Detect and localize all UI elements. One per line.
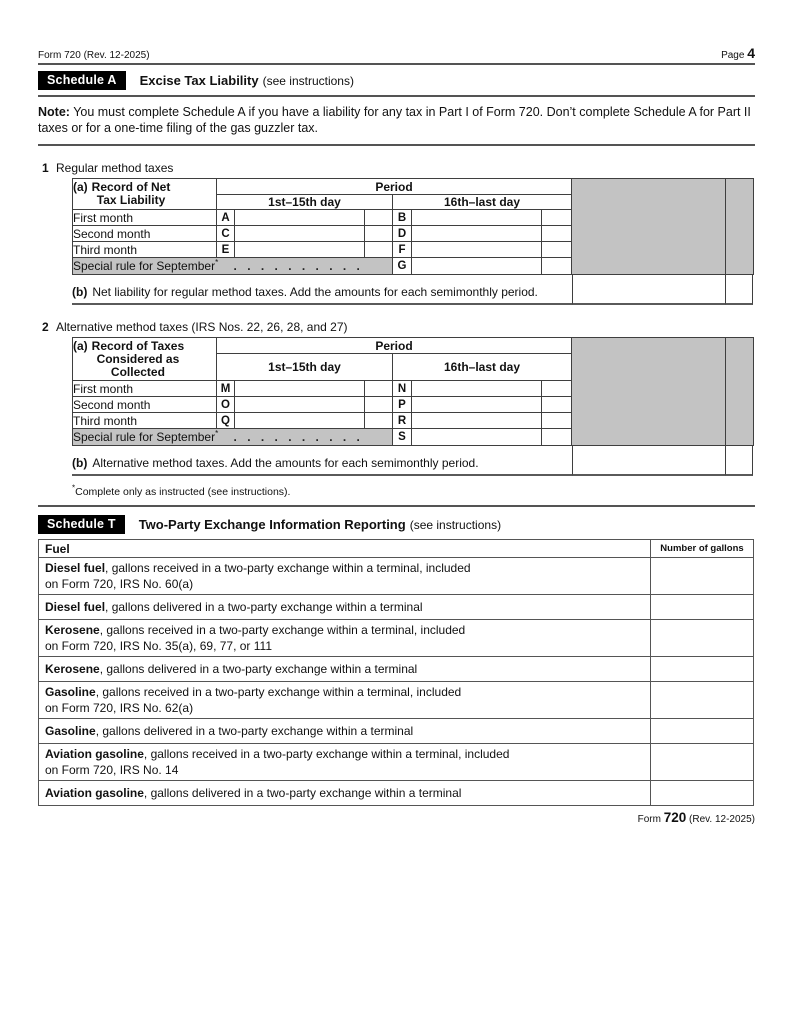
- table-row: [39, 682, 754, 719]
- entry-letter: R: [393, 413, 412, 429]
- september-rule-label: [73, 429, 393, 446]
- footnote-text: Complete only as instructed (see instructions).: [75, 486, 291, 498]
- table-row: [39, 595, 754, 620]
- fuel-name: Kerosene: [45, 623, 100, 637]
- row-label: First month: [73, 381, 217, 397]
- schedule-t-see-instructions: (see instructions): [409, 517, 502, 532]
- cents-entry-cell[interactable]: [365, 210, 393, 226]
- regular-method-table: [72, 178, 754, 275]
- header-line-2: Considered as: [96, 351, 180, 366]
- amount-entry-cell[interactable]: [235, 397, 365, 413]
- line-1-title: Regular method taxes: [56, 161, 174, 175]
- entry-letter: Q: [217, 413, 235, 429]
- alternative-taxes-amount-box[interactable]: [572, 446, 725, 476]
- row-label: Second month: [73, 397, 217, 413]
- period-header: Period: [217, 338, 572, 354]
- row-label: First month: [73, 210, 217, 226]
- gallons-entry-cell[interactable]: [651, 682, 754, 719]
- amount-entry-cell[interactable]: [412, 381, 542, 397]
- page-header: [38, 0, 755, 65]
- schedule-a-see-instructions: (see instructions): [262, 73, 354, 88]
- shaded-area: [572, 338, 726, 446]
- fuel-name: Kerosene: [45, 662, 100, 676]
- fuel-text-line2: on Form 720, IRS No. 62(a): [45, 701, 194, 715]
- amount-entry-cell[interactable]: [412, 429, 542, 446]
- september-text: Special rule for September: [73, 430, 216, 444]
- footnote-marker: *: [215, 258, 219, 267]
- row-label: Third month: [73, 413, 217, 429]
- fuel-text: , gallons delivered in a two-party exchange within a terminal: [143, 786, 462, 800]
- amount-entry-cell[interactable]: [412, 397, 542, 413]
- second-semimonthly-header: 16th–last day: [393, 195, 572, 210]
- gallons-entry-cell[interactable]: [651, 744, 754, 781]
- fuel-text: , gallons received in a two-party exchange within a terminal, included: [105, 561, 471, 575]
- entry-letter: D: [393, 226, 412, 242]
- cents-entry-cell[interactable]: [365, 381, 393, 397]
- schedule-a-note: [38, 104, 755, 146]
- fuel-name: Aviation gasoline: [45, 786, 144, 800]
- entry-letter: S: [393, 429, 412, 446]
- cents-entry-cell[interactable]: [542, 381, 572, 397]
- col-a-prefix: (a): [73, 338, 88, 353]
- gallons-entry-cell[interactable]: [651, 558, 754, 595]
- amount-entry-cell[interactable]: [412, 258, 542, 275]
- asterisk-footnote: [72, 483, 755, 498]
- cents-entry-cell[interactable]: [542, 413, 572, 429]
- gallons-column-header: Number of gallons: [651, 540, 754, 558]
- fuel-name: Gasoline: [45, 724, 96, 738]
- entry-letter: A: [217, 210, 235, 226]
- gallons-entry-cell[interactable]: [651, 620, 754, 657]
- fuel-column-header: Fuel: [39, 540, 651, 558]
- row-label: Third month: [73, 242, 217, 258]
- line-1-regular-method-taxes: [38, 161, 755, 175]
- gallons-entry-cell[interactable]: [651, 719, 754, 744]
- entry-letter: F: [393, 242, 412, 258]
- table-row: [39, 657, 754, 682]
- cents-entry-cell[interactable]: [542, 210, 572, 226]
- table-row: [39, 719, 754, 744]
- fuel-description: [39, 620, 651, 657]
- line-2b-description: Alternative method taxes. Add the amounts for each semimonthly period.: [92, 456, 479, 470]
- amount-entry-cell[interactable]: [235, 210, 365, 226]
- cents-entry-cell[interactable]: [542, 242, 572, 258]
- page-footer: [38, 810, 755, 825]
- table-row: [39, 744, 754, 781]
- record-of-net-tax-liability-header: [73, 179, 217, 210]
- fuel-description: [39, 719, 651, 744]
- fuel-text-line2: on Form 720, IRS No. 60(a): [45, 577, 194, 591]
- net-liability-amount-box[interactable]: [572, 275, 725, 305]
- line-1b-prefix: (b): [72, 285, 88, 299]
- amount-entry-cell[interactable]: [235, 242, 365, 258]
- note-text: You must complete Schedule A if you have a liability for any tax in Part I of Form 720. Don’t complete Schedule A for Part II taxes or for a one-time filing of the gas guzzler tax.: [38, 105, 751, 135]
- september-text: Special rule for September: [73, 259, 216, 273]
- fuel-text: , gallons delivered in a two-party exchange within a terminal: [99, 662, 418, 676]
- line-1-number: 1: [42, 161, 49, 175]
- september-rule-label: [73, 258, 393, 275]
- cents-entry-cell[interactable]: [542, 397, 572, 413]
- shaded-area: [572, 179, 726, 275]
- amount-entry-cell[interactable]: [235, 381, 365, 397]
- schedule-a-badge: Schedule A: [38, 71, 126, 90]
- alternative-method-table: [72, 337, 754, 446]
- dot-leader: . . . . . . . . . .: [233, 259, 360, 273]
- line-1b-text: [72, 275, 572, 305]
- second-semimonthly-header: 16th–last day: [393, 354, 572, 381]
- gallons-entry-cell[interactable]: [651, 657, 754, 682]
- cents-entry-cell[interactable]: [542, 258, 572, 275]
- first-semimonthly-header: 1st–15th day: [217, 195, 393, 210]
- amount-entry-cell[interactable]: [235, 226, 365, 242]
- amount-entry-cell[interactable]: [412, 413, 542, 429]
- footnote-marker: *: [215, 429, 219, 438]
- fuel-text: , gallons delivered in a two-party exchange within a terminal: [95, 724, 414, 738]
- footer-form-number: 720: [663, 810, 687, 825]
- page-number-value: 4: [747, 45, 755, 61]
- gallons-entry-cell[interactable]: [651, 595, 754, 620]
- schedule-t-heading: [38, 515, 755, 534]
- fuel-description: [39, 595, 651, 620]
- entry-letter: O: [217, 397, 235, 413]
- shaded-area-cents: [726, 179, 754, 275]
- line-2-number: 2: [42, 320, 49, 334]
- fuel-text: , gallons received in a two-party exchange within a terminal, included: [95, 685, 462, 699]
- two-party-exchange-table: [38, 539, 754, 806]
- entry-letter: P: [393, 397, 412, 413]
- entry-letter: B: [393, 210, 412, 226]
- fuel-name: Diesel fuel: [45, 561, 106, 575]
- fuel-name: Diesel fuel: [45, 600, 106, 614]
- fuel-description: [39, 558, 651, 595]
- footer-revision: (Rev. 12-2025): [689, 814, 755, 825]
- net-liability-cents-box[interactable]: [725, 275, 753, 305]
- record-of-taxes-collected-header: [73, 338, 217, 381]
- cents-entry-cell[interactable]: [365, 242, 393, 258]
- fuel-name: Gasoline: [45, 685, 96, 699]
- fuel-name: Aviation gasoline: [45, 747, 144, 761]
- schedule-t-badge: Schedule T: [38, 515, 125, 534]
- fuel-description: [39, 744, 651, 781]
- amount-entry-cell[interactable]: [235, 413, 365, 429]
- section-2-block: [72, 337, 753, 476]
- period-header: Period: [217, 179, 572, 195]
- line-2-title: Alternative method taxes (IRS Nos. 22, 26, 28, and 27): [56, 320, 348, 334]
- entry-letter: N: [393, 381, 412, 397]
- line-2b-prefix: (b): [72, 456, 88, 470]
- first-semimonthly-header: 1st–15th day: [217, 354, 393, 381]
- schedule-t-title: Two-Party Exchange Information Reporting: [138, 517, 406, 532]
- entry-letter: C: [217, 226, 235, 242]
- footer-form-word: Form: [637, 814, 661, 825]
- fuel-text-line2: on Form 720, IRS No. 35(a), 69, 77, or 111: [45, 639, 273, 653]
- dot-leader: . . . . . . . . . .: [233, 430, 360, 444]
- cents-entry-cell[interactable]: [365, 397, 393, 413]
- fuel-text-line2: on Form 720, IRS No. 14: [45, 763, 179, 777]
- fuel-text: , gallons received in a two-party exchange within a terminal, included: [143, 747, 510, 761]
- section-divider: [38, 505, 755, 507]
- entry-letter: G: [393, 258, 412, 275]
- footnote-marker: *: [72, 483, 76, 493]
- table-row: [39, 620, 754, 657]
- header-line-1: Record of Taxes: [91, 338, 185, 353]
- line-2b: [72, 446, 753, 476]
- line-2-alternative-method-taxes: [38, 320, 755, 334]
- form-revision-label: Form 720 (Rev. 12-2025): [38, 50, 150, 61]
- cents-entry-cell[interactable]: [365, 226, 393, 242]
- schedule-a-title: Excise Tax Liability: [139, 73, 259, 88]
- col-a-prefix: (a): [73, 180, 88, 194]
- schedule-a-heading: [38, 71, 755, 97]
- amount-entry-cell[interactable]: [412, 242, 542, 258]
- line-1b: [72, 275, 753, 305]
- table-row: [39, 781, 754, 806]
- fuel-text: , gallons received in a two-party exchange within a terminal, included: [99, 623, 466, 637]
- table-row: [39, 558, 754, 595]
- header-line-2: Tax Liability: [96, 193, 166, 207]
- amount-entry-cell[interactable]: [412, 210, 542, 226]
- shaded-area-cents: [726, 338, 754, 446]
- amount-entry-cell[interactable]: [412, 226, 542, 242]
- alternative-taxes-cents-box[interactable]: [725, 446, 753, 476]
- row-label: Second month: [73, 226, 217, 242]
- note-label: Note:: [38, 105, 70, 119]
- page-word: Page: [721, 50, 745, 61]
- line-1b-description: Net liability for regular method taxes. Add the amounts for each semimonthly period.: [92, 285, 538, 299]
- header-line-1: Record of Net: [91, 180, 171, 194]
- entry-letter: E: [217, 242, 235, 258]
- entry-letter: M: [217, 381, 235, 397]
- page-number: [721, 45, 755, 61]
- cents-entry-cell[interactable]: [542, 226, 572, 242]
- cents-entry-cell[interactable]: [542, 429, 572, 446]
- fuel-description: [39, 682, 651, 719]
- line-2b-text: [72, 446, 572, 476]
- header-line-3: Collected: [110, 364, 165, 379]
- cents-entry-cell[interactable]: [365, 413, 393, 429]
- fuel-description: [39, 781, 651, 806]
- fuel-text: , gallons delivered in a two-party exchange within a terminal: [105, 600, 423, 614]
- fuel-description: [39, 657, 651, 682]
- section-1-block: [72, 178, 753, 305]
- gallons-entry-cell[interactable]: [651, 781, 754, 806]
